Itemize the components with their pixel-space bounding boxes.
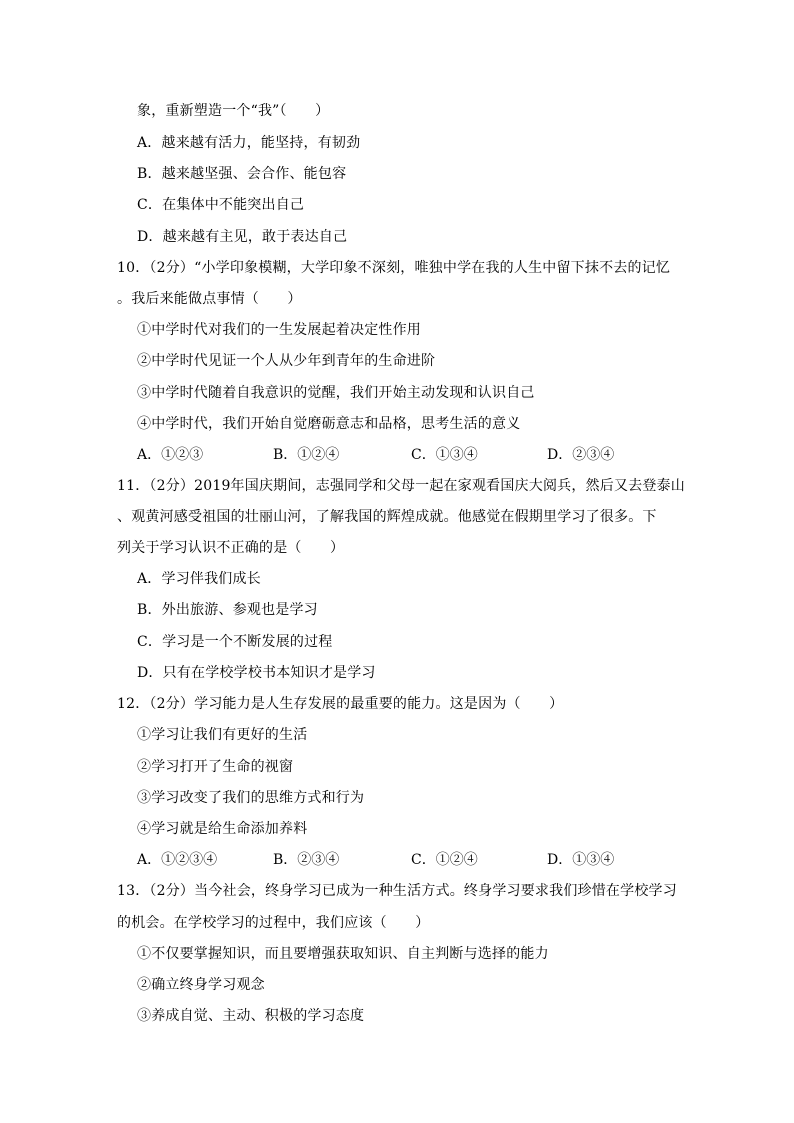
q10-item-2: ②中学时代见证一个人从少年到青年的生命进阶 xyxy=(137,353,436,369)
q10-stem-line2: 。我后来能做点事情（ ） xyxy=(117,291,302,307)
q11-option-b: B．外出旅游、参观也是学习 xyxy=(137,602,318,618)
q10-choice-a: A．①②③ xyxy=(137,447,204,463)
q13-item-3: ③养成自觉、主动、积极的学习态度 xyxy=(137,1008,365,1024)
q11-option-a: A．学习伴我们成长 xyxy=(137,571,261,587)
q13-item-2: ②确立终身学习观念 xyxy=(137,977,265,993)
q11-option-c: C．学习是一个不断发展的过程 xyxy=(137,634,333,650)
q11-stem-line3: 列关于学习认识不正确的是（ ） xyxy=(117,540,345,556)
q9-stem-continuation: 象，重新塑造一个“我”（ ） xyxy=(137,103,330,119)
q9-option-c: C．在集体中不能突出自己 xyxy=(137,197,305,213)
q12-item-3: ③学习改变了我们的思维方式和行为 xyxy=(137,790,365,806)
q13-item-1: ①不仅要掌握知识，而且要增强获取知识、自主判断与选择的能力 xyxy=(137,946,549,962)
q10-item-1: ①中学时代对我们的一生发展起着决定性作用 xyxy=(137,322,421,338)
q11-stem-line2: 、观黄河感受祖国的壮丽山河，了解我国的辉煌成就。他感觉在假期里学习了很多。下 xyxy=(117,509,657,525)
q9-option-b: B．越来越坚强、会合作、能包容 xyxy=(137,166,347,182)
q10-choice-d: D．②③④ xyxy=(547,447,615,463)
q10-stem-line1: 10．（2分）“小学印象模糊，大学印象不深刻，唯独中学在我的人生中留下抹不去的记忆 xyxy=(117,260,671,276)
q12-choice-c: C．①②④ xyxy=(411,852,478,868)
q10-item-4: ④中学时代，我们开始自觉磨砺意志和品格，思考生活的意义 xyxy=(137,416,521,432)
q12-item-1: ①学习让我们有更好的生活 xyxy=(137,727,308,743)
q10-choice-c: C．①③④ xyxy=(411,447,478,463)
q12-choice-d: D．①③④ xyxy=(547,852,615,868)
q11-stem-line1: 11．（2分）2019年国庆期间，志强同学和父母一起在家观看国庆大阅兵，然后又去登泰山 xyxy=(117,478,685,494)
q13-stem-line1: 13．（2分）当今社会，终身学习已成为一种生活方式。终身学习要求我们珍惜在学校学习 xyxy=(117,883,677,899)
q12-choice-b: B．②③④ xyxy=(273,852,340,868)
q9-option-d: D．越来越有主见，敢于表达自己 xyxy=(137,229,348,245)
q10-choice-b: B．①②④ xyxy=(273,447,340,463)
q12-item-4: ④学习就是给生命添加养料 xyxy=(137,821,308,837)
q12-choice-a: A．①②③④ xyxy=(137,852,218,868)
q12-stem-line1: 12．（2分）学习能力是人生存发展的最重要的能力。这是因为（ ） xyxy=(117,696,564,712)
q12-item-2: ②学习打开了生命的视窗 xyxy=(137,759,294,775)
q9-option-a: A．越来越有活力，能坚持，有韧劲 xyxy=(137,135,361,151)
q13-stem-line2: 的机会。在学校学习的过程中，我们应该（ ） xyxy=(117,915,430,931)
q10-item-3: ③中学时代随着自我意识的觉醒，我们开始主动发现和认识自己 xyxy=(137,385,535,401)
q11-option-d: D．只有在学校学校书本知识才是学习 xyxy=(137,665,376,681)
